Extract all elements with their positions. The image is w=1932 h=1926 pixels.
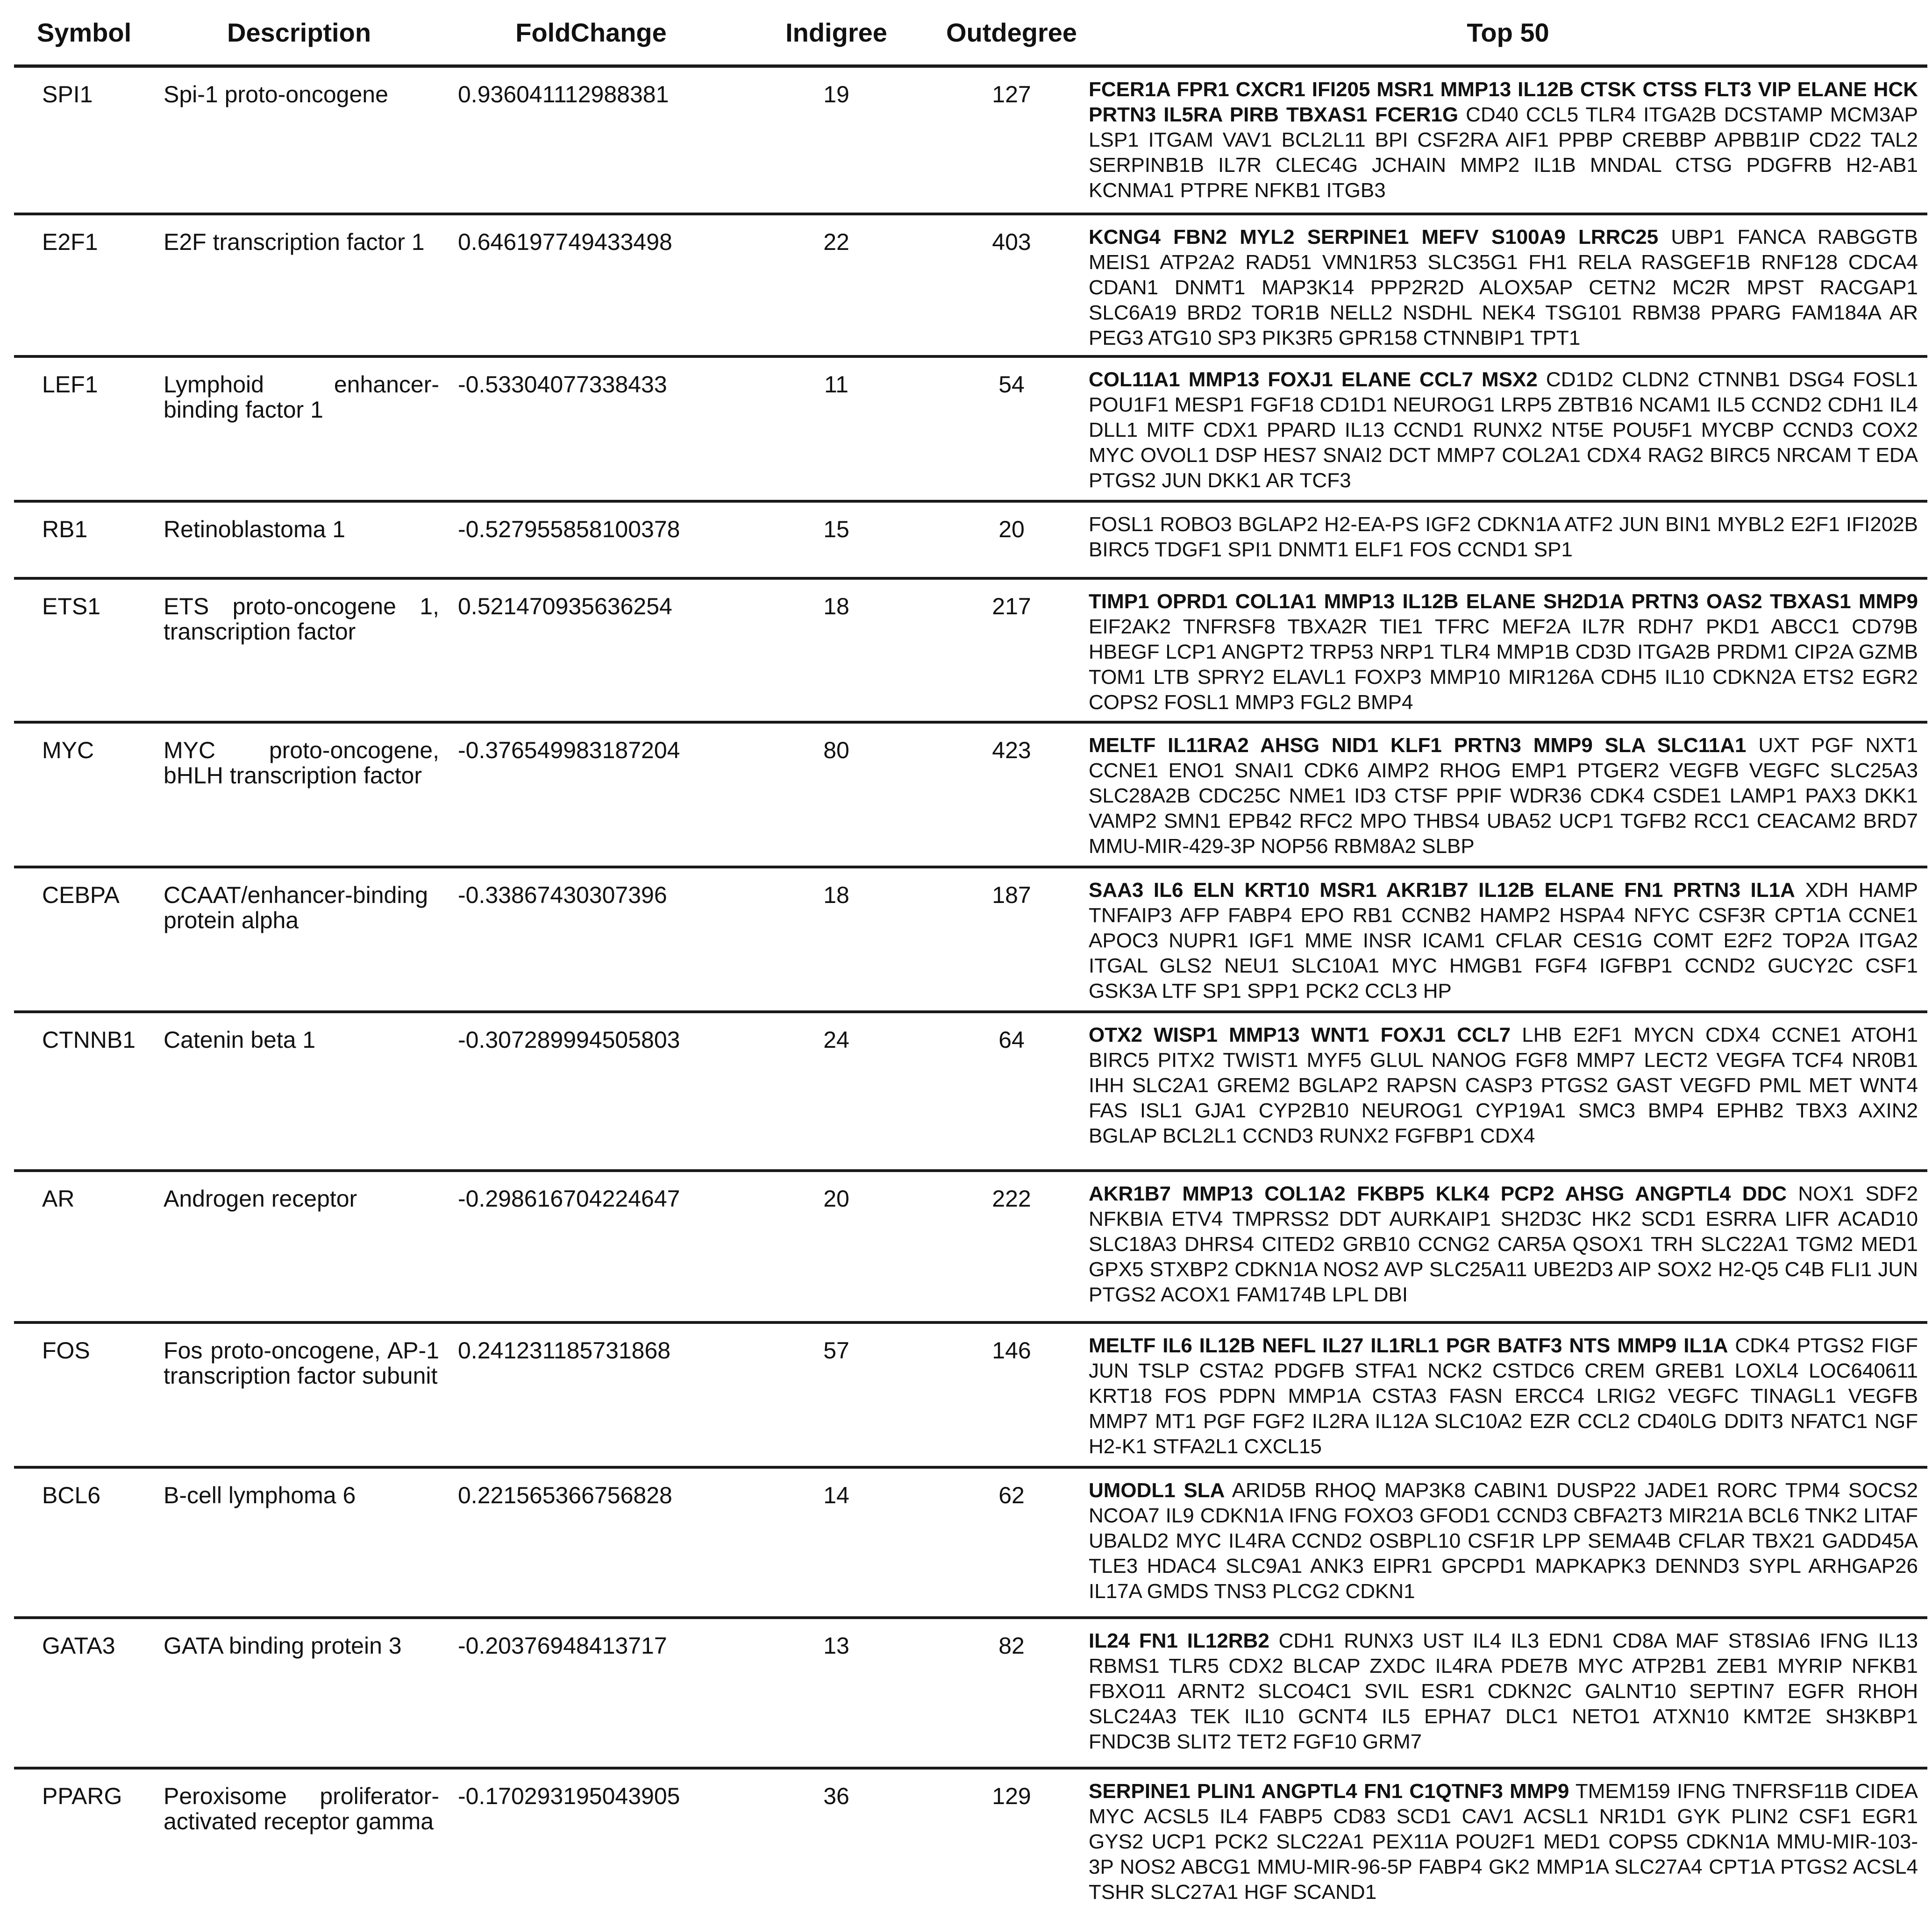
top50-genes [1089, 580, 1927, 723]
top50-highlighted-genes: TIMP1 OPRD1 COL1A1 MMP13 IL12B ELANE SH2D1A PRTN3 OAS2 TBXAS1 MMP9 [1089, 590, 1918, 613]
gene-description: CCAAT/enhancer-binding protein alpha [164, 882, 428, 933]
table-header [14, 0, 1927, 68]
indigree-value: 18 [823, 593, 849, 619]
gene-description: Fos proto-oncogene, AP-1 transcription factor subunit [164, 1337, 439, 1389]
table-row [14, 1469, 1927, 1619]
gene-symbol: RB1 [42, 516, 88, 542]
outdegree-value: 187 [992, 882, 1031, 908]
outdegree-value: 129 [992, 1783, 1031, 1809]
table-row [14, 724, 1927, 868]
header-foldchange: FoldChange [515, 17, 667, 47]
gene-symbol: MYC [42, 737, 94, 763]
gene-symbol: BCL6 [42, 1482, 101, 1508]
top50-highlighted-genes: FCER1A FPR1 CXCR1 IFI205 MSR1 MMP13 IL12B CTSK CTSS FLT3 VIP ELANE HCK PRTN3 IL5RA PIRB TBXAS1 FCER1G [1089, 78, 1918, 126]
gene-description: Spi-1 proto-oncogene [164, 81, 388, 107]
top50-other-genes: FOSL1 ROBO3 BGLAP2 H2-EA-PS IGF2 CDKN1A ATF2 JUN BIN1 MYBL2 E2F1 IFI202B BIRC5 TDGF1 SPI1 DNMT1 ELF1 FOS CCND1 SP1 [1089, 513, 1918, 561]
outdegree-value: 403 [992, 229, 1031, 255]
gene-description: Retinoblastoma 1 [164, 516, 346, 542]
top50-genes [1089, 724, 1927, 867]
gene-description: ETS proto-oncogene 1, transcription factor [164, 593, 439, 645]
top50-other-genes: CDH1 RUNX3 UST IL4 IL3 EDN1 CD8A MAF ST8SIA6 IFNG IL13 RBMS1 TLR5 CDX2 BLCAP ZXDC IL4RA PDE7B MYC ATP2B1 ZEB1 MYRIP NFKB1 FBXO11 ARNT2 SLCO4C1 SVIL ESR1 CDKN2C GALNT10 SEPTIN7 EGFR RHOH SLC24A3 TEK IL10 GCNT4 IL5 EPHA7 DLC1 NETO1 ATXN10 KMT2E SH3KBP1 FNDC3B SLIT2 TET2 FGF10 GRM7 [1089, 1629, 1918, 1753]
top50-highlighted-genes: UMODL1 SLA [1089, 1479, 1225, 1502]
gene-description: Catenin beta 1 [164, 1027, 316, 1053]
top50-genes [1089, 1469, 1927, 1616]
top50-other-genes: EIF2AK2 TNFRSF8 TBXA2R TIE1 TFRC MEF2A IL7R RDH7 PKD1 ABCC1 CD79B HBEGF LCP1 ANGPT2 TRP53 NRP1 TLR4 MMP1B CD3D ITGA2B PRDM1 CIP2A GZMB TOM1 LTB SPRY2 ELAVL1 FOXP3 MMP10 MIR126A CDH5 IL10 CDKN2A ETS2 EGR2 COPS2 FOSL1 MMP3 FGL2 BMP4 [1089, 615, 1918, 714]
outdegree-value: 20 [998, 516, 1025, 542]
fold-change: -0.33867430307396 [458, 882, 667, 908]
indigree-value: 80 [823, 737, 849, 763]
top50-other-genes: LHB E2F1 MYCN CDX4 CCNE1 ATOH1 BIRC5 PITX2 TWIST1 MYF5 GLUL NANOG FGF8 MMP7 LECT2 VEGFA TCF4 NR0B1 IHH SLC2A1 GREM2 BGLAP2 RAPSN CASP3 PTGS2 GAST VEGFD PML MET WNT4 FAS ISL1 GJA1 CYP2B10 NEUROG1 CYP19A1 SMC3 BMP4 EPHB2 TBX3 AXIN2 BGLAP BCL2L1 CCND3 RUNX2 FGFBP1 CDX4 [1089, 1023, 1918, 1147]
gene-description: Androgen receptor [164, 1186, 357, 1212]
indigree-value: 14 [823, 1482, 849, 1508]
top50-highlighted-genes: SERPINE1 PLIN1 ANGPTL4 FN1 C1QTNF3 MMP9 [1089, 1780, 1569, 1803]
indigree-value: 57 [823, 1337, 849, 1364]
indigree-value: 19 [823, 81, 849, 107]
top50-highlighted-genes: KCNG4 FBN2 MYL2 SERPINE1 MEFV S100A9 LRRC25 [1089, 226, 1659, 249]
top50-genes [1089, 1172, 1927, 1321]
fold-change: 0.521470935636254 [458, 593, 672, 619]
table-row [14, 1770, 1927, 1926]
table-row [14, 1172, 1927, 1324]
top50-other-genes: CD1D2 CLDN2 CTNNB1 DSG4 FOSL1 POU1F1 MESP1 FGF18 CD1D1 NEUROG1 LRP5 ZBTB16 NCAM1 IL5 CCND2 CDH1 IL4 DLL1 MITF CDX1 PPARD IL13 CCND1 RUNX2 NT5E POU5F1 MYCBP CCND3 COX2 MYC OVOL1 DSP HES7 SNAI2 DCT MMP7 COL2A1 CDX4 RAG2 BIRC5 NRCAM T EDA PTGS2 JUN DKK1 AR TCF3 [1089, 368, 1918, 492]
top50-highlighted-genes: OTX2 WISP1 MMP13 WNT1 FOXJ1 CCL7 [1089, 1023, 1511, 1046]
top50-other-genes: XDH HAMP TNFAIP3 AFP FABP4 EPO RB1 CCNB2 HAMP2 HSPA4 NFYC CSF3R CPT1A CCNE1 APOC3 NUPR1 IGF1 MME INSR ICAM1 CFLAR CES1G COMT E2F2 TOP2A ITGA2 ITGAL GLS2 NEU1 SLC10A1 MYC HMGB1 FGF4 IGFBP1 CCND2 GUCY2C CSF1 GSK3A LTF SP1 SPP1 PCK2 CCL3 HP [1089, 879, 1918, 1002]
gene-description: MYC proto-oncogene, bHLH transcription factor [164, 737, 439, 789]
top50-highlighted-genes: SAA3 IL6 ELN KRT10 MSR1 AKR1B7 IL12B ELANE FN1 PRTN3 IL1A [1089, 879, 1795, 902]
top50-genes [1089, 1324, 1927, 1467]
gene-description: B-cell lymphoma 6 [164, 1482, 356, 1508]
top50-highlighted-genes: IL24 FN1 IL12RB2 [1089, 1629, 1269, 1652]
top50-other-genes: CD40 CCL5 TLR4 ITGA2B DCSTAMP MCM3AP LSP1 ITGAM VAV1 BCL2L11 BPI CSF2RA AIF1 PPBP CREBBP APBB1IP CD22 TAL2 SERPINB1B IL7R CLEC4G JCHAIN MMP2 IL1B MNDAL CTSG PDGFRB H2-AB1 KCNMA1 PTPRE NFKB1 ITGB3 [1089, 103, 1918, 202]
gene-symbol: ETS1 [42, 593, 101, 619]
table-body [14, 68, 1927, 1926]
outdegree-value: 62 [998, 1482, 1025, 1508]
indigree-value: 11 [824, 371, 848, 398]
outdegree-value: 222 [992, 1186, 1031, 1212]
gene-description: E2F transcription factor 1 [164, 229, 425, 255]
top50-genes [1089, 503, 1927, 577]
indigree-value: 18 [823, 882, 849, 908]
top50-other-genes: UBP1 FANCA RABGGTB MEIS1 ATP2A2 RAD51 VMN1R53 SLC35G1 FH1 RELA RASGEF1B RNF128 CDCA4 CDAN1 DNMT1 MAP3K14 PPP2R2D ALOX5AP CETN2 MC2R MPST RACGAP1 SLC6A19 BRD2 TOR1B NELL2 NSDHL NEK4 TSG101 RBM38 PPARG FAM184A AR PEG3 ATG10 SP3 PIK3R5 GPR158 CTNNBIP1 TPT1 [1089, 226, 1918, 349]
outdegree-value: 217 [992, 593, 1031, 619]
indigree-value: 36 [823, 1783, 849, 1809]
fold-change: 0.936041112988381 [458, 81, 669, 107]
gene-description: Peroxisome proliferator-activated receptor gamma [164, 1783, 439, 1834]
top50-highlighted-genes: COL11A1 MMP13 FOXJ1 ELANE CCL7 MSX2 [1089, 368, 1538, 391]
top50-genes [1089, 68, 1927, 213]
gene-symbol: GATA3 [42, 1633, 115, 1659]
indigree-value: 15 [823, 516, 849, 542]
gene-table [14, 0, 1927, 1926]
header-description: Description [227, 17, 371, 47]
top50-genes [1089, 868, 1927, 1011]
fold-change: 0.241231185731868 [458, 1337, 671, 1364]
top50-other-genes: UXT PGF NXT1 CCNE1 ENO1 SNAI1 CDK6 AIMP2 RHOG EMP1 PTGER2 VEGFB VEGFC SLC25A3 SLC28A2B CDC25C NME1 ID3 CTSF PPIF WDR36 CDK4 CSDE1 LAMP1 PAX3 DKK1 VAMP2 SMN1 EPB42 RFC2 MPO THBS4 UBA52 UCP1 TGFB2 RCC1 CEACAM2 BRD7 MMU-MIR-429-3P NOP56 RBM8A2 SLBP [1089, 734, 1918, 858]
gene-symbol: CEBPA [42, 882, 120, 908]
fold-change: -0.376549983187204 [458, 737, 680, 763]
outdegree-value: 54 [998, 371, 1025, 398]
outdegree-value: 127 [992, 81, 1031, 107]
outdegree-value: 146 [992, 1337, 1031, 1364]
top50-genes [1089, 1770, 1927, 1926]
table-row [14, 1013, 1927, 1172]
top50-genes [1089, 358, 1927, 501]
indigree-value: 22 [823, 229, 849, 255]
top50-genes [1089, 1013, 1927, 1169]
header-symbol: Symbol [36, 17, 132, 47]
fold-change: -0.298616704224647 [458, 1186, 680, 1212]
table-row [14, 68, 1927, 215]
gene-symbol: E2F1 [42, 229, 98, 255]
header-outdegree: Outdegree [946, 17, 1077, 47]
top50-highlighted-genes: MELTF IL6 IL12B NEFL IL27 IL1RL1 PGR BATF3 NTS MMP9 IL1A [1089, 1334, 1728, 1357]
gene-description: GATA binding protein 3 [164, 1633, 402, 1659]
outdegree-value: 82 [998, 1633, 1025, 1659]
fold-change: -0.527955858100378 [458, 516, 680, 542]
outdegree-value: 423 [992, 737, 1031, 763]
fold-change: 0.221565366756828 [458, 1482, 672, 1508]
top50-highlighted-genes: AKR1B7 MMP13 COL1A2 FKBP5 KLK4 PCP2 AHSG ANGPTL4 DDC [1089, 1182, 1787, 1205]
top50-other-genes: NOX1 SDF2 NFKBIA ETV4 TMPRSS2 DDT AURKAIP1 SH2D3C HK2 SCD1 ESRRA LIFR ACAD10 SLC18A3 DHRS4 CITED2 GRB10 CCNG2 CAR5A QSOX1 TRH SLC22A1 TGM2 MED1 GPX5 STXBP2 CDKN1A NOS2 AVP SLC25A11 UBE2D3 AIP SOX2 H2-Q5 C4B FLI1 JUN PTGS2 ACOX1 FAM174B LPL DBI [1089, 1182, 1918, 1306]
top50-genes [1089, 1619, 1927, 1767]
fold-change: -0.170293195043905 [458, 1783, 680, 1809]
table-row [14, 1619, 1927, 1770]
gene-symbol: PPARG [42, 1783, 122, 1809]
fold-change: -0.20376948413717 [458, 1633, 667, 1659]
gene-symbol: AR [42, 1186, 75, 1212]
indigree-value: 20 [823, 1186, 849, 1212]
table-row [14, 580, 1927, 724]
top50-other-genes: CDK4 PTGS2 FIGF JUN TSLP CSTA2 PDGFB STFA1 NCK2 CSTDC6 CREM GREB1 LOXL4 LOC640611 KRT18 FOS PDPN MMP1A CSTA3 FASN ERCC4 LRIG2 VEGFC TINAGL1 VEGFB MMP7 MT1 PGF FGF2 IL2RA IL12A SLC10A2 EZR CCL2 CD40LG DDIT3 NFATC1 NGF H2-K1 STFA2L1 CXCL15 [1089, 1334, 1918, 1458]
table-row [14, 868, 1927, 1013]
gene-symbol: LEF1 [42, 371, 98, 398]
fold-change: -0.307289994505803 [458, 1027, 680, 1053]
top50-genes [1089, 215, 1927, 358]
table-row [14, 358, 1927, 503]
header-indigree: Indigree [785, 17, 887, 47]
gene-symbol: SPI1 [42, 81, 93, 107]
table-row [14, 215, 1927, 358]
top50-other-genes: TMEM159 IFNG TNFRSF11B CIDEA MYC ACSL5 IL4 FABP5 CD83 SCD1 CAV1 ACSL1 NR1D1 GYK PLIN2 CSF1 EGR1 GYS2 UCP1 PCK2 SLC22A1 PEX11A POU2F1 MED1 COPS5 CDKN1A MMU-MIR-103-3P NOS2 ABCG1 MMU-MIR-96-5P FABP4 GK2 MMP1A SLC27A4 CPT1A PTGS2 ACSL4 TSHR SLC27A1 HGF SCAND1 [1089, 1780, 1918, 1904]
gene-symbol: CTNNB1 [42, 1027, 136, 1053]
gene-symbol: FOS [42, 1337, 90, 1364]
top50-highlighted-genes: MELTF IL11RA2 AHSG NID1 KLF1 PRTN3 MMP9 SLA SLC11A1 [1089, 734, 1747, 757]
top50-other-genes: ARID5B RHOQ MAP3K8 CABIN1 DUSP22 JADE1 RORC TPM4 SOCS2 NCOA7 IL9 CDKN1A IFNG FOXO3 GFOD1 CCND3 CBFA2T3 MIR21A BCL6 TNK2 LITAF UBALD2 MYC IL4RA CCND2 OSBPL10 CSF1R LPP SEMA4B CFLAR TBX21 GADD45A TLE3 HDAC4 SLC9A1 ANK3 EIPR1 GPCPD1 MAPKAPK3 DENND3 SYPL ARHGAP26 IL17A GMDS TNS3 PLCG2 CDKN1 [1089, 1479, 1918, 1603]
fold-change: -0.53304077338433 [458, 371, 667, 398]
outdegree-value: 64 [998, 1027, 1025, 1053]
header-top50: Top 50 [1467, 17, 1549, 47]
gene-description: Lymphoid enhancer-binding factor 1 [164, 371, 439, 423]
table-row [14, 1324, 1927, 1469]
table-row [14, 503, 1927, 580]
indigree-value: 24 [823, 1027, 849, 1053]
indigree-value: 13 [823, 1633, 849, 1659]
fold-change: 0.646197749433498 [458, 229, 672, 255]
